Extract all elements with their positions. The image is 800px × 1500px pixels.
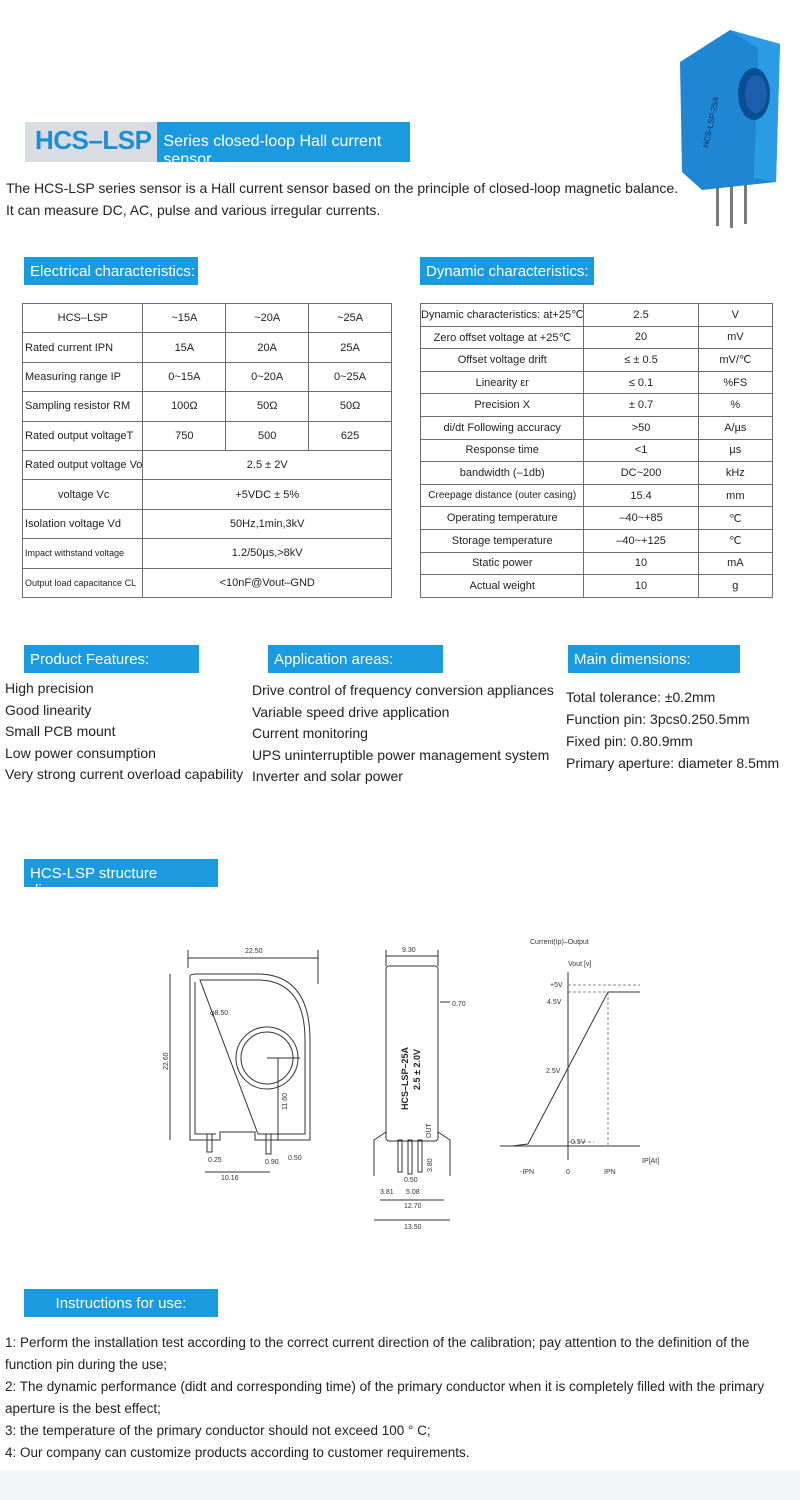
list-item: Good linearity — [5, 701, 92, 718]
table-cell: 1.2/50µs,>8kV — [143, 539, 392, 568]
y-tick: 0.5V — [571, 1139, 586, 1146]
product-photo-label: HCS-LSP-25A — [701, 96, 721, 149]
table-cell: 20 — [584, 326, 698, 349]
table-cell: Rated output voltage Vo — [23, 450, 143, 479]
table-row — [23, 539, 392, 568]
table-row — [421, 552, 773, 575]
dim-pin-w: 0.50 — [404, 1177, 418, 1184]
table-cell: Rated output voltageT — [23, 421, 143, 450]
table-cell: ~15A — [143, 304, 226, 333]
graph-x-axis-label: IP[At] — [642, 1158, 660, 1165]
table-cell: 0~25A — [309, 362, 392, 391]
table-cell: Rated current IPN — [23, 333, 143, 362]
dimensions-heading: Main dimensions: — [568, 645, 740, 673]
table-row — [23, 421, 392, 450]
product-photo — [676, 22, 782, 230]
dim-width: 22.50 — [245, 948, 263, 955]
table-cell: 15A — [143, 333, 226, 362]
table-cell: 10 — [584, 552, 698, 575]
table-cell: ℃ — [698, 507, 772, 530]
table-cell: 15.4 — [584, 484, 698, 507]
table-cell: A/µs — [698, 416, 772, 439]
bottom-band — [0, 1470, 800, 1500]
dim-side-width: 9.30 — [402, 947, 416, 954]
title-banner — [25, 122, 410, 168]
table-row — [421, 416, 773, 439]
table-row — [421, 326, 773, 349]
dim-total2: 13.50 — [404, 1224, 422, 1231]
table-cell: Response time — [421, 439, 584, 462]
table-cell: 750 — [143, 421, 226, 450]
dim-pin-a: 0.25 — [208, 1157, 222, 1164]
table-row — [421, 439, 773, 462]
dynamic-table — [420, 303, 773, 598]
y-tick: +5V — [550, 982, 563, 989]
side-label-model: HCS–LSP–25A — [400, 1046, 410, 1110]
side-label-out: OUT — [426, 1123, 433, 1138]
list-item: High precision — [5, 680, 94, 696]
table-cell: di/dt Following accuracy — [421, 416, 584, 439]
list-item: 4: Our company can customize products according to customer requirements. — [5, 1445, 470, 1460]
list-item: Primary aperture: diameter 8.5mm — [566, 755, 780, 771]
dim-pin-spacing: 10.16 — [221, 1175, 239, 1182]
dim-thickness: 0.70 — [452, 1001, 466, 1008]
table-row — [23, 392, 392, 421]
side-view-drawing — [360, 940, 480, 1240]
table-cell: mA — [698, 552, 772, 575]
dim-total1: 12.70 — [404, 1203, 422, 1210]
y-tick: 4.5V — [547, 999, 562, 1006]
table-cell: <1 — [584, 439, 698, 462]
table-cell: 100Ω — [143, 392, 226, 421]
table-cell: ℃ — [698, 529, 772, 552]
table-cell: <10nF@Vout–GND — [143, 568, 392, 597]
dim-height: 22.60 — [163, 1052, 170, 1070]
instructions-heading: Instructions for use: — [24, 1289, 218, 1317]
table-row — [23, 304, 392, 333]
list-item: 3: the temperature of the primary conductor should not exceed 100 ° C; — [5, 1423, 431, 1438]
table-cell: Measuring range IP — [23, 362, 143, 391]
dim-inner-height: 11.60 — [282, 1093, 289, 1110]
electrical-table — [22, 303, 392, 598]
table-cell: 25A — [309, 333, 392, 362]
table-cell: 2.5 ± 2V — [143, 450, 392, 479]
graph-title: Current(Ip)–Output — [530, 939, 589, 946]
table-row — [421, 462, 773, 485]
table-cell: mV — [698, 326, 772, 349]
table-cell: kHz — [698, 462, 772, 485]
list-item: Current monitoring — [252, 725, 368, 741]
table-cell: Dynamic characteristics: at+25℃ — [421, 304, 584, 327]
dim-p2: 5.08 — [406, 1189, 420, 1196]
table-row — [23, 509, 392, 538]
table-cell: 50Ω — [226, 392, 309, 421]
electrical-heading: Electrical characteristics: — [24, 257, 198, 285]
table-cell: Output load capacitance CL — [23, 568, 143, 597]
table-cell: 625 — [309, 421, 392, 450]
list-item: Very strong current overload capability — [5, 766, 244, 782]
dim-aperture: φ8.50 — [210, 1010, 229, 1017]
table-cell: Operating temperature — [421, 507, 584, 530]
list-item: Small PCB mount — [5, 723, 116, 739]
list-item: Total tolerance: ±0.2mm — [566, 689, 716, 705]
title-subtitle: Series closed-loop Hall current sensor — [157, 122, 410, 162]
structure-heading: HCS-LSP structure diagram: — [24, 859, 218, 887]
table-row — [23, 450, 392, 479]
table-row — [421, 371, 773, 394]
table-cell: 500 — [226, 421, 309, 450]
table-row — [421, 304, 773, 327]
table-row — [23, 480, 392, 509]
table-cell: mm — [698, 484, 772, 507]
table-cell: +5VDC ± 5% — [143, 480, 392, 509]
features-heading: Product Features: — [24, 645, 199, 673]
front-view-drawing — [160, 940, 340, 1190]
list-item: Drive control of frequency conversion appliances — [252, 682, 554, 698]
table-row — [421, 529, 773, 552]
table-row — [421, 394, 773, 417]
table-cell: ± 0.7 — [584, 394, 698, 417]
table-cell: 20A — [226, 333, 309, 362]
x-tick: 0 — [566, 1169, 570, 1176]
table-cell: % — [698, 394, 772, 417]
table-cell: µs — [698, 439, 772, 462]
table-cell: 50Ω — [309, 392, 392, 421]
x-tick: -IPN — [520, 1169, 534, 1176]
table-cell: ~20A — [226, 304, 309, 333]
table-cell: 0~20A — [226, 362, 309, 391]
list-item: Inverter and solar power — [252, 768, 403, 784]
table-row — [421, 507, 773, 530]
table-cell: –40~+85 — [584, 507, 698, 530]
applications-heading: Application areas: — [268, 645, 443, 673]
table-cell: DC~200 — [584, 462, 698, 485]
table-cell: 0~15A — [143, 362, 226, 391]
table-cell: Precision X — [421, 394, 584, 417]
table-cell: Storage temperature — [421, 529, 584, 552]
table-cell: ~25A — [309, 304, 392, 333]
table-cell: Isolation voltage Vd — [23, 509, 143, 538]
table-cell: %FS — [698, 371, 772, 394]
dim-p1: 3.81 — [380, 1189, 394, 1196]
dimensions-list — [566, 686, 779, 774]
instructions-list — [5, 1332, 785, 1464]
table-cell: voltage Vc — [23, 480, 143, 509]
table-cell: bandwidth (–1db) — [421, 462, 584, 485]
table-cell: HCS–LSP — [23, 304, 143, 333]
dim-pin-len: 3.80 — [427, 1158, 434, 1172]
dim-pin-b: 0.90 — [265, 1159, 279, 1166]
table-cell: Static power — [421, 552, 584, 575]
table-cell: Impact withstand voltage — [23, 539, 143, 568]
table-cell: 50Hz,1min,3kV — [143, 509, 392, 538]
table-row — [421, 575, 773, 598]
table-cell: Offset voltage drift — [421, 349, 584, 372]
table-cell: V — [698, 304, 772, 327]
dim-pin-c: 0.50 — [288, 1155, 302, 1162]
table-row — [23, 362, 392, 391]
table-cell: ≤ 0.1 — [584, 371, 698, 394]
table-cell: 2.5 — [584, 304, 698, 327]
list-item: Variable speed drive application — [252, 703, 450, 720]
table-row — [23, 333, 392, 362]
title-model: HCS–LSP — [25, 122, 157, 162]
list-item: UPS uninterruptible power management system — [252, 746, 550, 763]
table-cell: Linearity εr — [421, 371, 584, 394]
table-cell: Actual weight — [421, 575, 584, 598]
table-cell: g — [698, 575, 772, 598]
table-row — [23, 568, 392, 597]
list-item: Low power consumption — [5, 744, 156, 761]
dynamic-heading: Dynamic characteristics: — [420, 257, 594, 285]
table-cell: mV/℃ — [698, 349, 772, 372]
table-cell: –40~+125 — [584, 529, 698, 552]
table-row — [421, 349, 773, 372]
features-list — [5, 678, 243, 786]
y-tick: 2.5V — [546, 1068, 561, 1075]
list-item: 1: Perform the installation test according to the correct current direction of the calibration; pay attention to the definition of the function pin during the use; — [5, 1335, 750, 1372]
output-graph — [490, 932, 690, 1182]
table-cell: ≤ ± 0.5 — [584, 349, 698, 372]
intro-paragraph: The HCS-LSP series sensor is a Hall current sensor based on the principle of closed-loop magnetic balance. It can measure DC, AC, pulse and various irregular currents. — [6, 180, 679, 218]
x-tick: IPN — [604, 1169, 616, 1176]
side-label-voltage: 2.5 ± 2.0V — [412, 1049, 422, 1090]
table-row — [421, 484, 773, 507]
table-cell: >50 — [584, 416, 698, 439]
list-item: Function pin: 3pcs0.250.5mm — [566, 711, 750, 727]
table-cell: Creepage distance (outer casing) — [421, 484, 584, 507]
applications-list — [252, 680, 554, 788]
graph-y-axis-label: Vout [v] — [568, 961, 592, 968]
list-item: 2: The dynamic performance (didt and corresponding time) of the primary conductor when it is completely filled with the primary aperture is the best effect; — [5, 1379, 765, 1416]
list-item: Fixed pin: 0.80.9mm — [566, 733, 693, 749]
table-cell: 10 — [584, 575, 698, 598]
table-cell: Zero offset voltage at +25℃ — [421, 326, 584, 349]
table-cell: Sampling resistor RM — [23, 392, 143, 421]
